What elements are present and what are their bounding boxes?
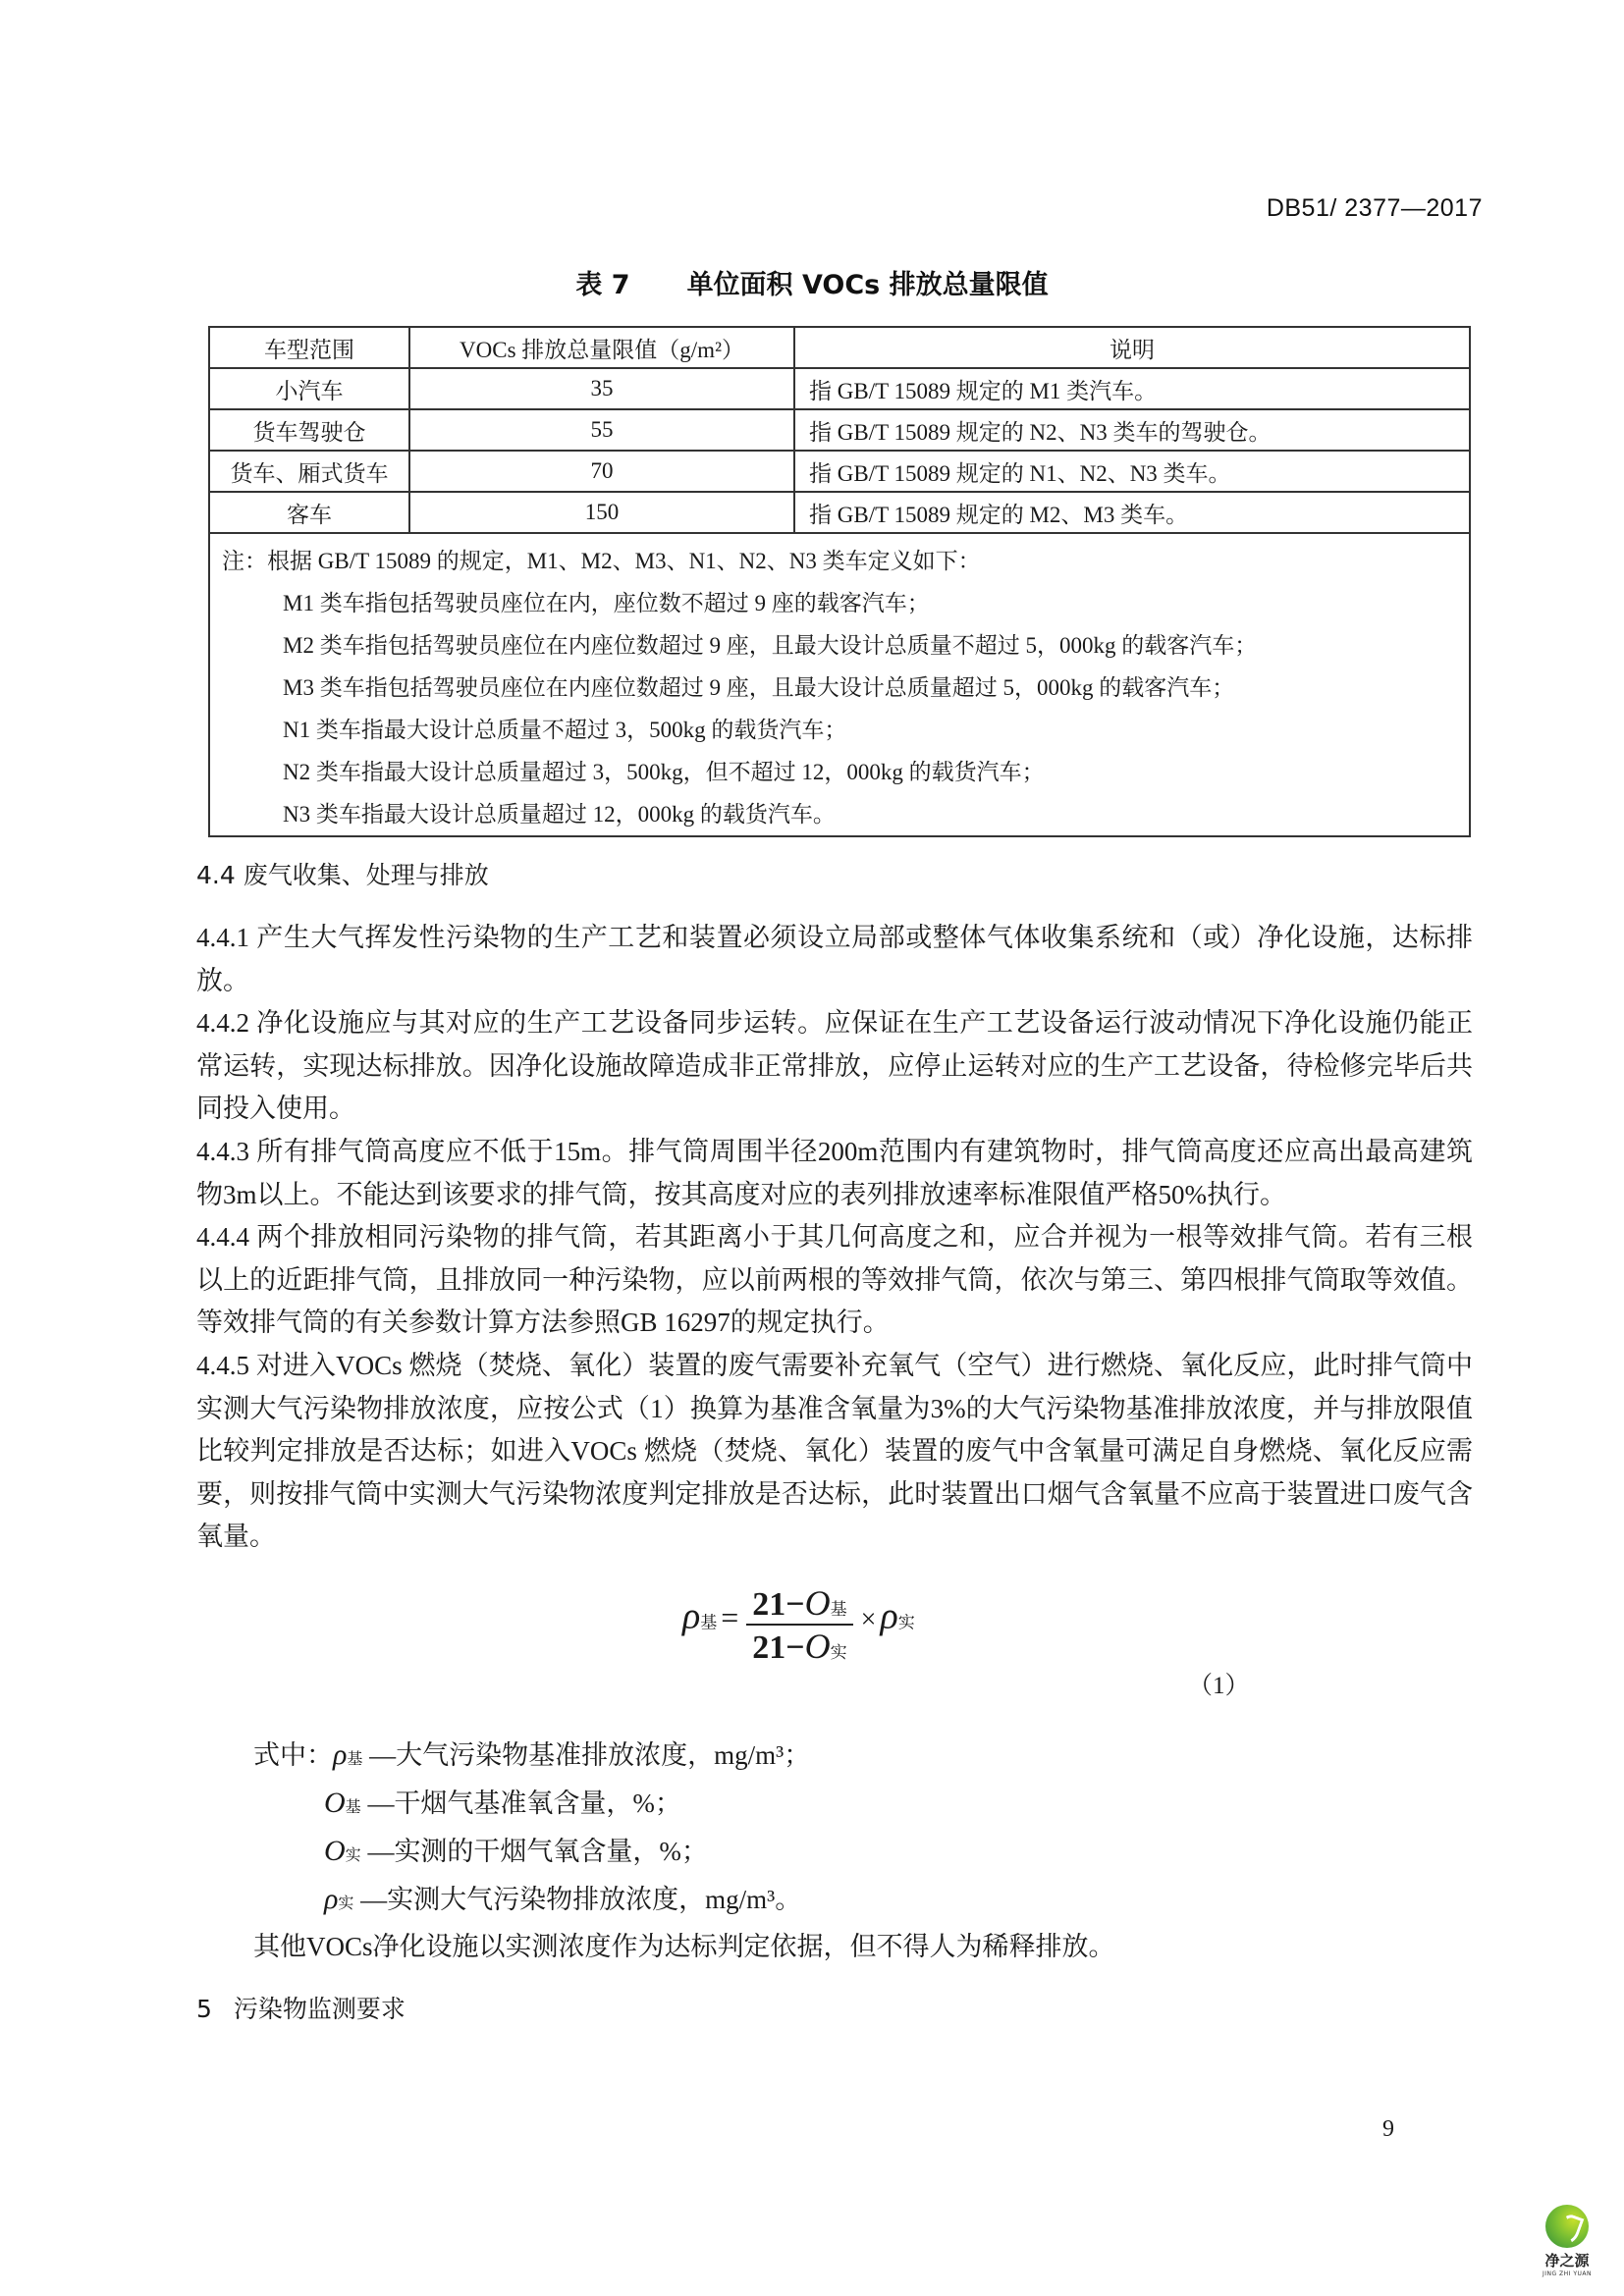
table-note-row bbox=[209, 533, 1470, 836]
table-row bbox=[209, 492, 1470, 533]
formula-numerator bbox=[746, 1582, 852, 1626]
table-number: 表 7 bbox=[575, 270, 630, 300]
logo-chinese-name: 净之源 bbox=[1544, 2252, 1590, 2269]
numerator-const: 21− bbox=[752, 1586, 805, 1623]
standard-code: DB51/ 2377—2017 bbox=[1266, 194, 1483, 222]
denominator-symbol: O bbox=[804, 1627, 831, 1666]
section-heading-5 bbox=[196, 1990, 406, 2025]
definition-symbol: O bbox=[324, 1787, 346, 1819]
definition-row bbox=[253, 1829, 1115, 1877]
vehicle-type-cell: 小汽车 bbox=[209, 368, 409, 409]
table-row bbox=[209, 368, 1470, 409]
formula-denominator bbox=[746, 1626, 852, 1667]
note-line: N2 类车指最大设计总质量超过 3，500kg，但不超过 12，000kg 的载货汽车； bbox=[283, 760, 1045, 784]
definition-subscript: 基 bbox=[347, 1749, 363, 1768]
leaf-logo-icon bbox=[1545, 2205, 1589, 2248]
note-line: M3 类车指包括驾驶员座位在内座位数超过 9 座，且最大设计总质量超过 5，000kg 的载客汽车； bbox=[283, 675, 1235, 700]
note-line: N1 类车指最大设计总质量不超过 3，500kg 的载货汽车； bbox=[283, 718, 847, 742]
logo-english-name: JING ZHI YUAN bbox=[1542, 2270, 1593, 2277]
table-note bbox=[209, 533, 1470, 836]
vehicle-type-cell: 货车驾驶仓 bbox=[209, 409, 409, 451]
closing-statement: 其他VOCs净化设施以实测浓度作为达标判定依据，但不得人为稀释排放。 bbox=[253, 1932, 1115, 1961]
paragraph-4-4-4: 4.4.4 两个排放相同污染物的排气筒，若其距离小于其几何高度之和，应合并视为一根等效排气筒。若有三根以上的近距排气筒，且排放同一种污染物，应以前两根的等效排气筒，依次与第三、第四根排气筒取等效值。等效排气筒的有关参数计算方法参照GB 16297的规定执行。 bbox=[196, 1222, 1473, 1337]
paragraph-4-4-3: 4.4.3 所有排气筒高度应不低于15m。排气筒周围半径200m范围内有建筑物时，排气筒高度还应高出最高建筑物3m以上。不能达到该要求的排气筒，按其高度对应的表列排放速率标准限值严格50%执行。 bbox=[196, 1137, 1473, 1209]
limit-cell: 70 bbox=[409, 451, 794, 492]
equation-number: （1） bbox=[1188, 1673, 1250, 1699]
paragraph-4-4-5: 4.4.5 对进入VOCs 燃烧（焚烧、氧化）装置的废气需要补充氧气（空气）进行燃烧、氧化反应，此时排气筒中实测大气污染物排放浓度，应按公式（1）换算为基准含氧量为3%的大气污染物基准排放浓度，并与排放限值比较判定排放是否达标；如进入VOCs 燃烧（焚烧、氧化）装置的废气中含氧量可满足自身燃烧、氧化反应需要，则按排气筒中实测大气污染物浓度判定排放是否达标，此时装置出口烟气含氧量不应高于装置进口废气含氧量。 bbox=[196, 1351, 1473, 1551]
definition-subscript: 实 bbox=[345, 1845, 361, 1864]
column-header: 车型范围 bbox=[209, 327, 409, 368]
watermark-logo bbox=[1523, 2205, 1611, 2293]
paragraph-4-4-2: 4.4.2 净化设施应与其对应的生产工艺设备同步运转。应保证在生产工艺设备运行波动情况下净化设施仍能正常运转，实现达标排放。因净化设施故障造成非正常排放，应停止运转对应的生产工艺设备，待检修完毕后共同投入使用。 bbox=[196, 1008, 1473, 1123]
description-cell: 指 GB/T 15089 规定的 N2、N3 类车的驾驶仓。 bbox=[794, 409, 1470, 451]
definition-symbol: ρ bbox=[333, 1738, 348, 1771]
definition-subscript: 基 bbox=[345, 1797, 361, 1816]
denominator-const: 21− bbox=[752, 1629, 805, 1666]
numerator-subscript: 基 bbox=[830, 1600, 847, 1620]
definitions-lead: 式中： bbox=[253, 1740, 333, 1770]
definition-symbol: O bbox=[324, 1835, 346, 1867]
formula-definitions bbox=[253, 1733, 1115, 1969]
limit-cell: 35 bbox=[409, 368, 794, 409]
denominator-subscript: 实 bbox=[830, 1643, 847, 1663]
definition-text: —大气污染物基准排放浓度，mg/m³； bbox=[362, 1740, 811, 1770]
paragraph-4-4-1: 4.4.1 产生大气挥发性污染物的生产工艺和装置必须设立局部或整体气体收集系统和（或）净化设施，达标排放。 bbox=[196, 923, 1473, 995]
description-cell: 指 GB/T 15089 规定的 M2、M3 类车。 bbox=[794, 492, 1470, 533]
formula-times: × bbox=[860, 1604, 877, 1635]
formula-subscript: 基 bbox=[700, 1613, 718, 1633]
table-caption: 单位面积 VOCs 排放总量限值 bbox=[686, 270, 1049, 300]
formula-symbol: ρ bbox=[880, 1595, 898, 1637]
column-header: VOCs 排放总量限值（g/m²） bbox=[409, 327, 794, 368]
formula-symbol: ρ bbox=[682, 1595, 701, 1637]
column-header: 说明 bbox=[794, 327, 1470, 368]
limit-cell: 55 bbox=[409, 409, 794, 451]
table-title bbox=[0, 263, 1624, 301]
definition-subscript: 实 bbox=[338, 1894, 354, 1912]
page-number: 9 bbox=[1382, 2116, 1394, 2142]
note-line: M2 类车指包括驾驶员座位在内座位数超过 9 座，且最大设计总质量不超过 5，000kg 的载客汽车； bbox=[283, 633, 1258, 658]
table-row bbox=[209, 451, 1470, 492]
description-cell: 指 GB/T 15089 规定的 M1 类汽车。 bbox=[794, 368, 1470, 409]
vehicle-type-cell: 货车、厢式货车 bbox=[209, 451, 409, 492]
limit-cell: 150 bbox=[409, 492, 794, 533]
definition-symbol: ρ bbox=[324, 1883, 339, 1915]
note-line: M1 类车指包括驾驶员座位在内，座位数不超过 9 座的载客汽车； bbox=[283, 591, 930, 615]
formula-subscript: 实 bbox=[897, 1613, 915, 1633]
section-heading-4-4: 4.4 废气收集、处理与排放 bbox=[196, 861, 489, 889]
vocs-limit-table bbox=[208, 326, 1471, 837]
section-number: 5 bbox=[196, 1995, 212, 2023]
numerator-symbol: O bbox=[804, 1583, 831, 1623]
formula-fraction bbox=[746, 1582, 852, 1667]
definition-row bbox=[253, 1877, 1115, 1925]
section-title: 污染物监测要求 bbox=[233, 1995, 406, 2023]
definition-text: —实测大气污染物排放浓度，mg/m³。 bbox=[353, 1885, 802, 1914]
formula-equals: = bbox=[721, 1599, 739, 1635]
table-header-row bbox=[209, 327, 1470, 368]
formula-1 bbox=[682, 1582, 1095, 1690]
table-row bbox=[209, 409, 1470, 451]
note-line: 注：根据 GB/T 15089 的规定，M1、M2、M3、N1、N2、N3 类车定义如下： bbox=[222, 549, 981, 573]
definition-row bbox=[253, 1733, 1115, 1781]
note-line: N3 类车指最大设计总质量超过 12，000kg 的载货汽车。 bbox=[283, 802, 836, 827]
definition-row bbox=[253, 1781, 1115, 1829]
definition-text: —实测的干烟气氧含量，%； bbox=[360, 1837, 708, 1866]
description-cell: 指 GB/T 15089 规定的 N1、N2、N3 类车。 bbox=[794, 451, 1470, 492]
definition-text: —干烟气基准氧含量，%； bbox=[360, 1789, 681, 1818]
vehicle-type-cell: 客车 bbox=[209, 492, 409, 533]
